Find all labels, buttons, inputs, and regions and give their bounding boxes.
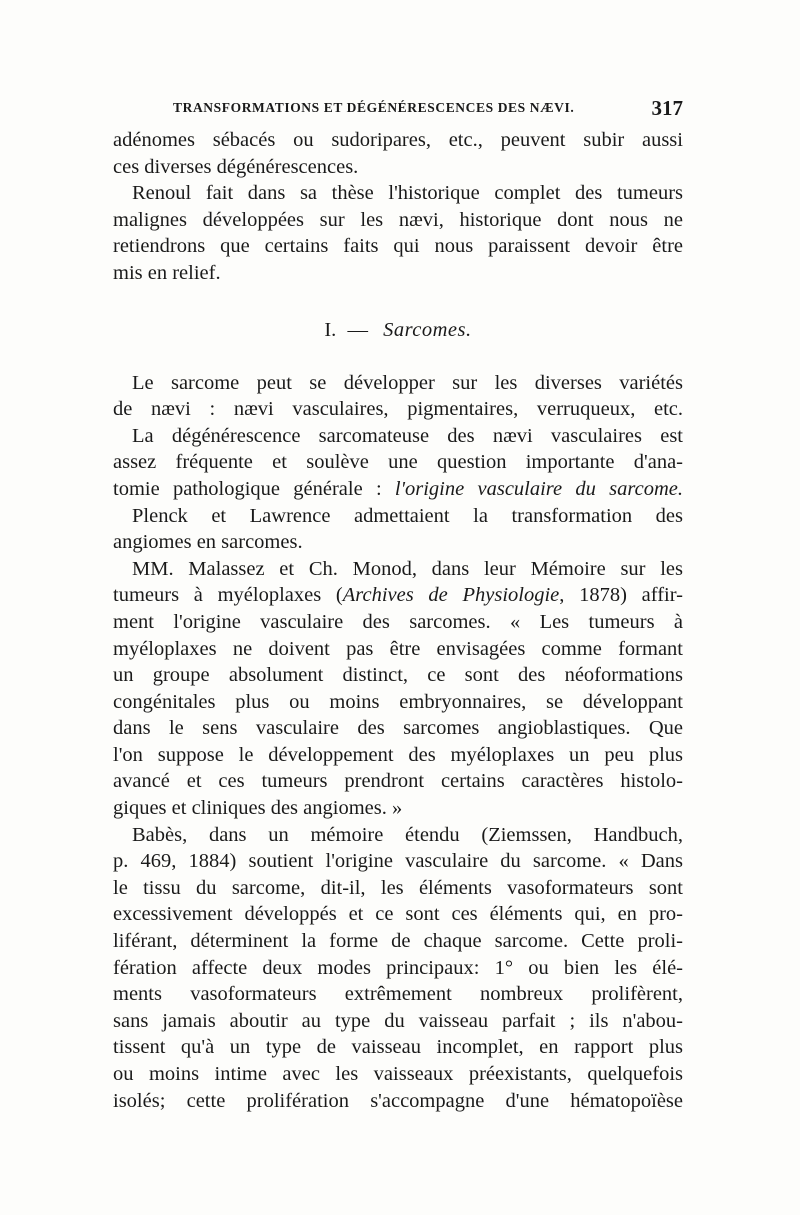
text-line: Le sarcome peut se développer sur les diverses variétés xyxy=(132,371,683,394)
text-line: Babès, dans un mémoire étendu (Ziemssen, Handbuch, xyxy=(132,823,683,846)
text-line: myéloplaxes ne doivent pas être envisagées comme formant xyxy=(113,637,683,660)
page-number: 317 xyxy=(651,96,683,120)
text-line: excessivement développés et ce sont ces éléments qui, en pro- xyxy=(113,903,683,926)
text-line: ou moins intime avec les vaisseaux préexistants, quelquefois xyxy=(113,1063,683,1085)
journal-citation: Archives de Physiologie xyxy=(342,584,560,607)
text-line: de nævi : nævi vasculaires, pigmentaires, verruqueux, etc. xyxy=(113,398,683,421)
section-spacing xyxy=(113,287,683,310)
text-line: un groupe absolument distinct, ce sont des néoformations xyxy=(113,664,683,687)
text-line: l'on suppose le développement des myéloplaxes un peu plus xyxy=(113,743,683,766)
text-line xyxy=(113,582,683,609)
running-head: TRANSFORMATIONS ET DÉGÉNÉRESCENCES DES NÆVI. xyxy=(173,100,575,115)
text-span: , 1878) affir- xyxy=(559,584,683,607)
text-line: Renoul fait dans sa thèse l'historique complet des tumeurs xyxy=(132,182,683,205)
text-span: tumeurs à myéloplaxes ( xyxy=(113,584,343,607)
text-line: adénomes sébacés ou sudoripares, etc., peuvent subir aussi xyxy=(113,129,683,151)
text-line: angiomes en sarcomes. xyxy=(113,531,303,554)
text-line: giques et cliniques des angiomes. » xyxy=(113,797,403,820)
text-line: ces diverses dégénérescences. xyxy=(113,155,359,178)
text-line: MM. Malassez et Ch. Monod, dans leur Mémoire sur les xyxy=(132,557,683,580)
section-title: Sarcomes. xyxy=(383,318,472,341)
text-line: fération affecte deux modes principaux: 1° ou bien les élé- xyxy=(113,956,683,979)
section-spacing xyxy=(113,350,683,370)
text-line: Plenck et Lawrence admettaient la transformation des xyxy=(132,504,683,527)
text-line: assez fréquente et soulève une question importante d'ana- xyxy=(113,451,683,474)
text-line: le tissu du sarcome, dit-il, les éléments vasoformateurs sont xyxy=(113,876,683,899)
text-line xyxy=(113,476,683,503)
text-line: tissent qu'à un type de vaisseau incomplet, en rapport plus xyxy=(113,1036,683,1059)
text-line: avancé et ces tumeurs prendront certains caractères histolo- xyxy=(113,770,683,793)
text-line: isolés; cette prolifération s'accompagne d'une hématopoïèse xyxy=(113,1089,683,1112)
text-line: ment l'origine vasculaire des sarcomes. « Les tumeurs à xyxy=(113,610,683,633)
text-line: La dégénérescence sarcomateuse des nævi vasculaires est xyxy=(132,424,683,447)
section-dash: — xyxy=(347,318,368,341)
text-line: retiendrons que certains faits qui nous paraissent devoir être xyxy=(113,235,683,258)
text-line: mis en relief. xyxy=(113,261,221,284)
text-line: liférant, déterminent la forme de chaque sarcome. Cette proli- xyxy=(113,930,683,953)
page-header xyxy=(173,96,683,120)
text-line: dans le sens vasculaire des sarcomes angioblastiques. Que xyxy=(113,717,683,740)
text-span: tomie pathologique générale : xyxy=(113,477,395,500)
section-numeral: I. xyxy=(324,318,337,341)
body-text xyxy=(113,127,683,1114)
section-heading xyxy=(113,310,683,350)
text-line: ments vasoformateurs extrêmement nombreux prolifèrent, xyxy=(113,983,683,1006)
text-line: malignes développées sur les nævi, historique dont nous ne xyxy=(113,208,683,231)
text-line: sans jamais aboutir au type du vaisseau parfait ; ils n'abou- xyxy=(113,1009,683,1032)
text-line: p. 469, 1884) soutient l'origine vasculaire du sarcome. « Dans xyxy=(113,850,683,873)
text-line: congénitales plus ou moins embryonnaires, se développant xyxy=(113,690,683,713)
emphasis-text: l'origine vasculaire du sarcome. xyxy=(394,477,683,500)
